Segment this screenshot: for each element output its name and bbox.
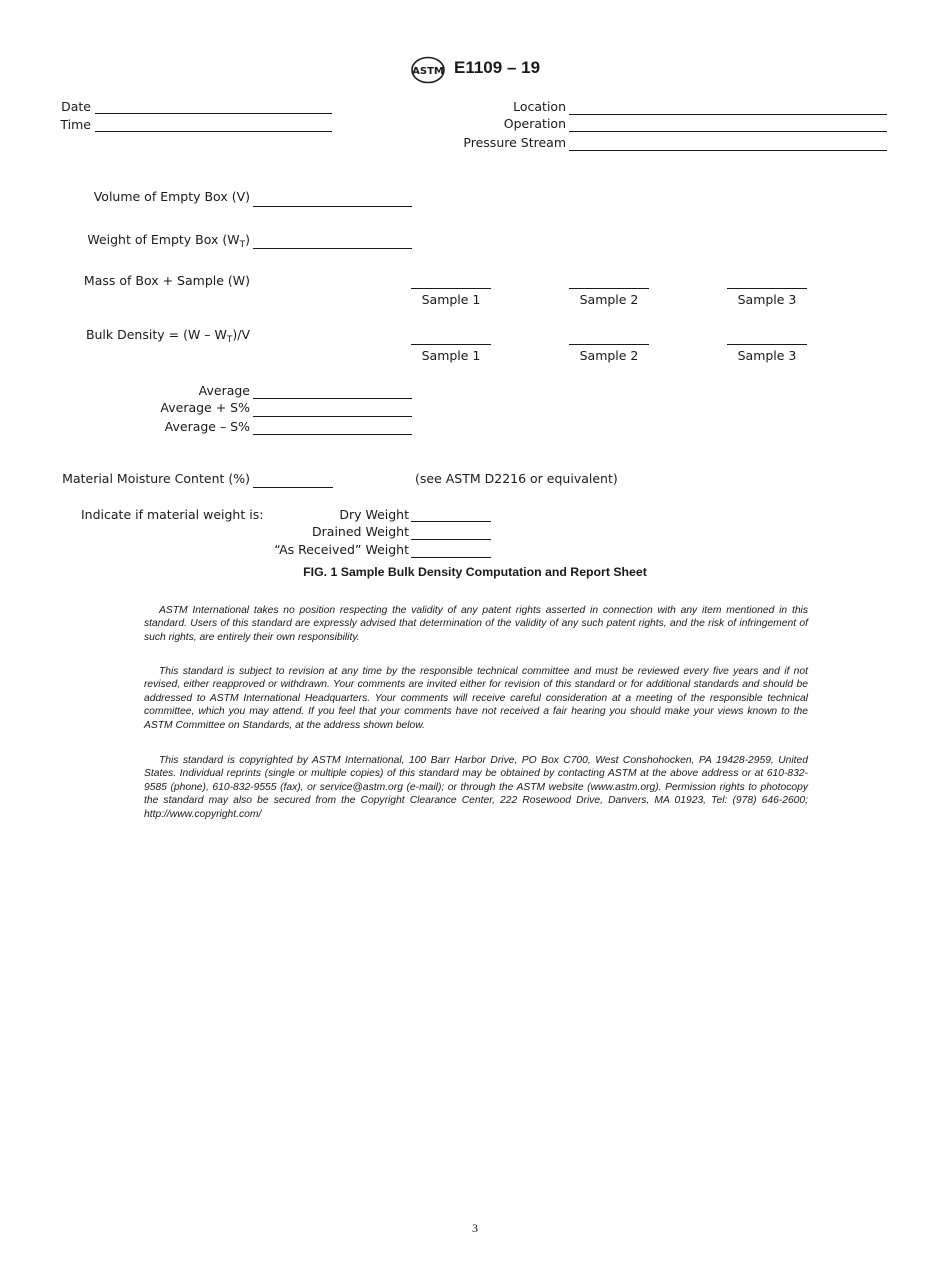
dry-weight-line[interactable] [411,521,491,522]
designation: E1109 – 19 [454,58,541,77]
indicate-label: Indicate if material weight is: [81,507,264,522]
copyright-notice: This standard is copyrighted by ASTM International, 100 Barr Harbor Drive, PO Box C700, West Conshohocken, PA 19428-2959, United States. Individual reprints (single or multiple copies) of this standard may be obtained by contacting ASTM at the above address or at 610-832-9585 (phone), 610-832-9555 (fax), or service@astm.org (e-mail); or through the ASTM website (www.astm.org). Permission rights to photocopy the standard may also be secured from the Copyright Clearance Center, 222 Rosewood Drive, Danvers, MA 01923, Tel: (978) 646-2600; http://www.copyright.com/ [144,755,808,820]
weight-empty-box-sub: T [239,240,246,250]
operation-label: Operation [503,116,566,131]
mass-sample-2-label: Sample 2 [579,292,639,307]
weight-empty-box-line[interactable] [253,248,412,249]
as-received-weight-line[interactable] [411,557,491,558]
bulk-density-sub: T [226,335,233,345]
volume-empty-box-label: Volume of Empty Box (V) [93,189,250,204]
average-line[interactable] [253,398,412,399]
moisture-label: Material Moisture Content (%) [62,471,250,486]
average-plus-label: Average + S% [160,400,250,415]
drained-weight-label: Drained Weight [312,524,409,539]
dry-weight-label: Dry Weight [339,507,409,522]
mass-sample-1-line[interactable] [411,288,491,289]
density-sample-3-label: Sample 3 [737,348,797,363]
revision-notice: This standard is subject to revision at any time by the responsible technical committee and must be reviewed every five years and if not revised, either reapproved or withdrawn. Your comments are invited either for revision of this standard or for additional standards and should be addressed to ASTM International Headquarters. Your comments will receive careful consideration at a meeting of the responsible technical committee, which you may attend. If you feel that your comments have not received a fair hearing you should make your views known to the ASTM Committee on Standards, at the address shown below. [144,666,808,731]
pressure-stream-line[interactable] [569,150,887,151]
moisture-line[interactable] [253,487,333,488]
time-label: Time [60,117,91,132]
operation-line[interactable] [569,131,887,132]
mass-sample-3-line[interactable] [727,288,807,289]
average-plus-line[interactable] [253,416,412,417]
volume-empty-box-line[interactable] [253,206,412,207]
average-minus-line[interactable] [253,434,412,435]
time-line[interactable] [95,131,332,132]
drained-weight-line[interactable] [411,539,491,540]
weight-empty-box-label [40,232,250,248]
pressure-stream-label: Pressure Stream [463,135,566,150]
density-sample-2-label: Sample 2 [579,348,639,363]
date-line[interactable] [95,113,332,114]
date-label: Date [61,99,91,114]
density-sample-3-line[interactable] [727,344,807,345]
as-received-weight-label: “As Received” Weight [274,542,409,557]
patent-notice: ASTM International takes no position respecting the validity of any patent rights asserted in connection with any item mentioned in this standard. Users of this standard are expressly advised that determination of the validity of any such patent rights, and the risk of infringement of such rights, are entirely their own responsibility. [144,605,808,643]
density-sample-2-line[interactable] [569,344,649,345]
location-line[interactable] [569,114,887,115]
density-sample-1-line[interactable] [411,344,491,345]
figure-caption: FIG. 1 Sample Bulk Density Computation and Report Sheet [303,565,647,579]
mass-sample-1-label: Sample 1 [421,292,481,307]
mass-box-sample-label: Mass of Box + Sample (W) [83,273,250,288]
bulk-density-suffix: )/V [232,327,250,342]
location-label: Location [513,99,566,114]
mass-sample-2-line[interactable] [569,288,649,289]
average-label: Average [198,383,250,398]
page-header [0,56,950,84]
astm-logo [410,56,446,84]
mass-sample-3-label: Sample 3 [737,292,797,307]
density-sample-1-label: Sample 1 [421,348,481,363]
weight-empty-box-suffix: ) [245,232,250,247]
weight-empty-box-prefix: Weight of Empty Box (W [87,232,240,247]
bulk-density-prefix: Bulk Density = (W – W [85,327,227,342]
page-number: 3 [472,1221,478,1235]
moisture-note: (see ASTM D2216 or equivalent) [415,471,618,486]
average-minus-label: Average – S% [164,419,250,434]
astm-logo-text: ASTM [412,66,444,77]
bulk-density-label [40,327,250,343]
